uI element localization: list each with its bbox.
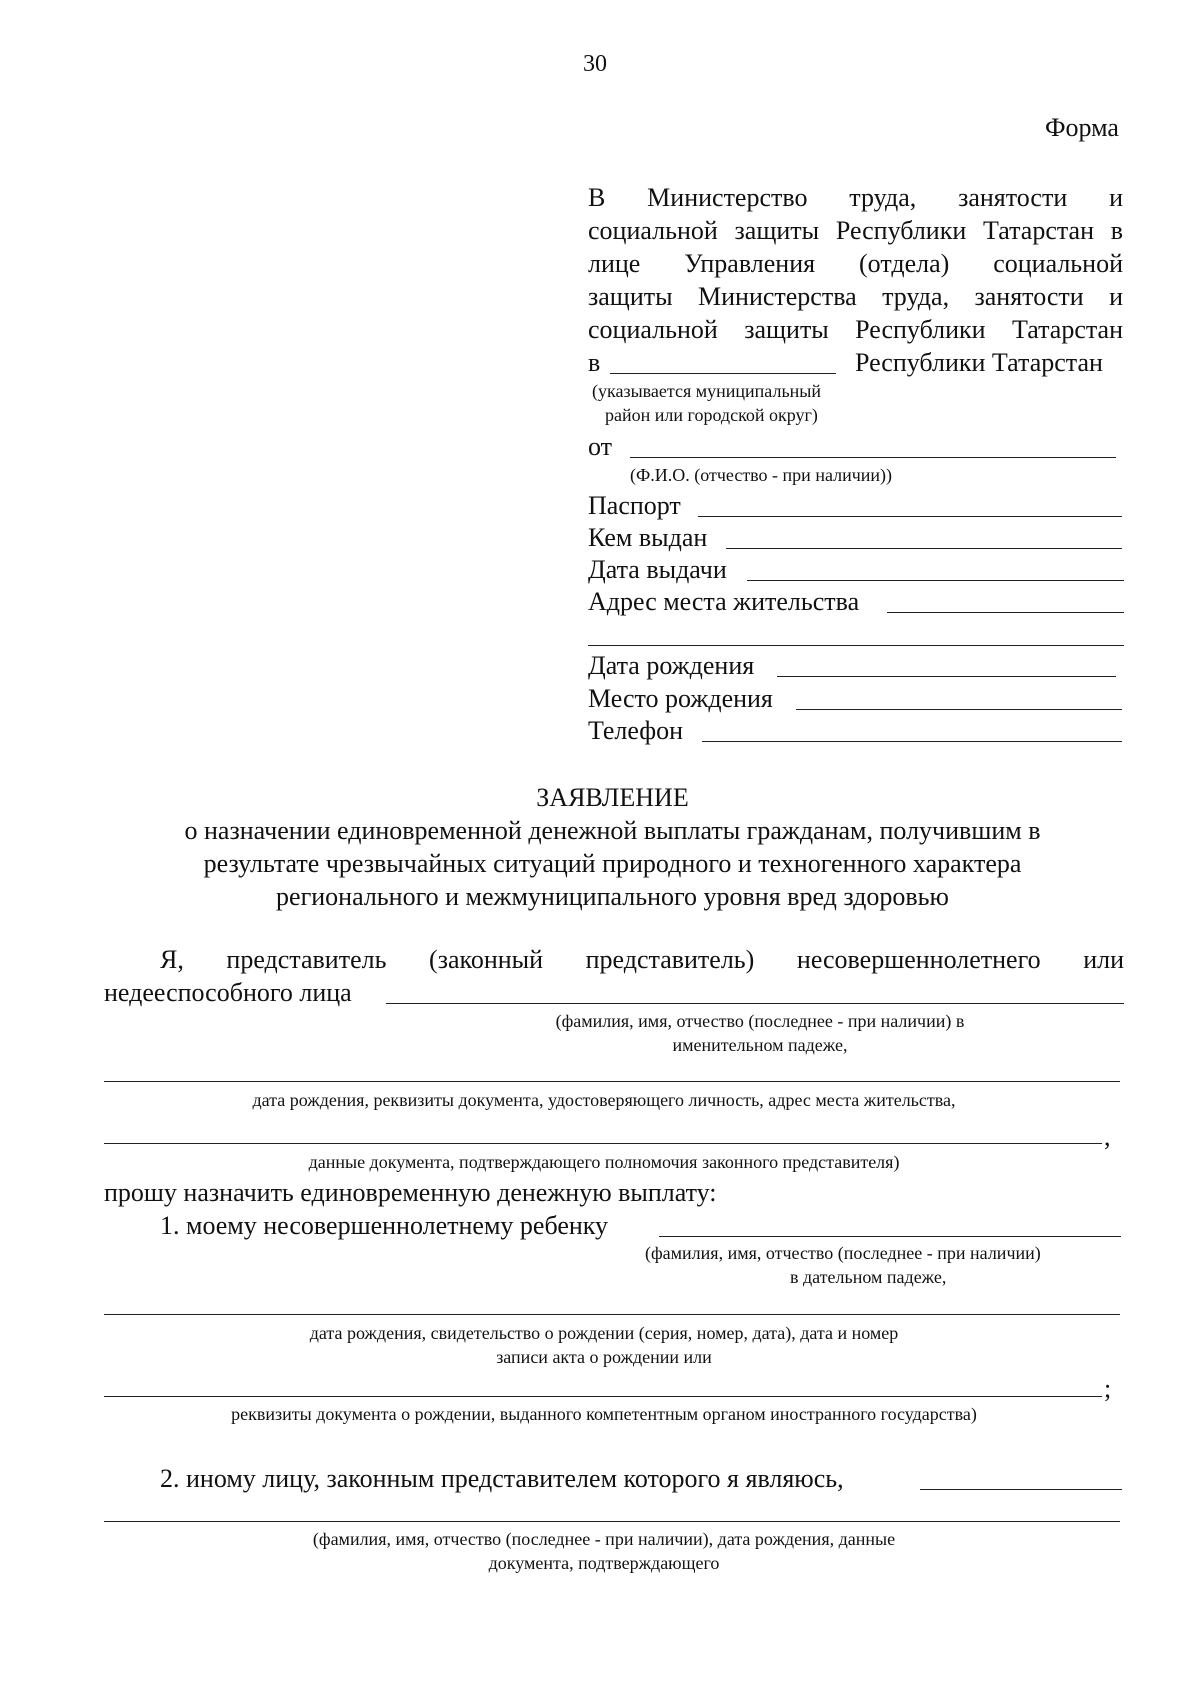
birth-place-field[interactable] [796, 709, 1122, 710]
address-label: Адрес места жительства [588, 587, 860, 616]
phone-label: Телефон [588, 716, 684, 745]
passport-field[interactable] [698, 516, 1122, 517]
birth-date-label: Дата рождения [588, 651, 755, 680]
fio-hint: (Ф.И.О. (отчество - при наличии)) [630, 465, 893, 485]
page-number: 30 [583, 51, 607, 77]
ward-fio-hint-1: (фамилия, имя, отчество (последнее - при наличии) в [555, 1011, 965, 1031]
child-fio-field[interactable] [659, 1236, 1121, 1237]
item-1-label: 1. моему несовершеннолетнему ребенку [160, 1211, 609, 1240]
foreign-doc-hint: реквизиты документа о рождении, выданного компетентным органом иностранного государства) [231, 1404, 977, 1424]
authority-hint: данные документа, подтверждающего полномочия законного представителя) [308, 1152, 900, 1172]
title-line-3: регионального и межмуниципального уровня вред здоровью [276, 882, 949, 911]
phone-field[interactable] [702, 741, 1122, 742]
birth-cert-hint-2: записи акта о рождении или [496, 1347, 712, 1367]
issue-date-field[interactable] [747, 580, 1124, 581]
other-person-details-field[interactable] [104, 1521, 1120, 1522]
request-text: прошу назначить единовременную денежную выплату: [104, 1178, 717, 1207]
address-field-line-2[interactable] [588, 645, 1124, 646]
issue-date-label: Дата выдачи [588, 555, 727, 584]
district-hint-1: (указывается муниципальный [592, 381, 822, 401]
birth-cert-hint-1: дата рождения, свидетельство о рождении (серия, номер, дата), дата и номер [309, 1323, 899, 1343]
authority-comma: , [1104, 1122, 1111, 1151]
intro-line-1: Я, представитель (законный представитель) несовершеннолетнего или [160, 945, 1124, 974]
addressee-line-2: социальной защиты Республики Татарстан в [588, 216, 1123, 245]
passport-label: Паспорт [588, 491, 681, 520]
district-field[interactable] [610, 373, 836, 374]
from-label: от [588, 432, 613, 461]
document-heading: ЗАЯВЛЕНИЕ [536, 783, 689, 812]
fio-field[interactable] [630, 457, 1116, 458]
ward-docs-hint: дата рождения, реквизиты документа, удостоверяющего личность, адрес места жительства, [252, 1090, 956, 1110]
addressee-line-5: социальной защиты Республики Татарстан [588, 315, 1123, 344]
birth-place-label: Место рождения [588, 684, 773, 713]
child-details-field[interactable] [104, 1314, 1120, 1315]
addressee-line-6-suffix: Республики Татарстан [855, 348, 1103, 377]
child-birth-doc-field[interactable] [104, 1396, 1102, 1397]
other-person-hint-1: (фамилия, имя, отчество (последнее - при наличии), дата рождения, данные [312, 1529, 896, 1549]
ward-details-field[interactable] [104, 1081, 1120, 1082]
birth-date-field[interactable] [777, 676, 1116, 677]
other-person-hint-2: документа, подтверждающего [488, 1553, 720, 1573]
title-line-2: результате чрезвычайных ситуаций природного и техногенного характера [203, 849, 1022, 878]
authority-field[interactable] [104, 1143, 1102, 1144]
child-semicolon: ; [1104, 1374, 1112, 1403]
item-2-label: 2. иному лицу, законным представителем которого я являюсь, [160, 1464, 844, 1493]
issued-by-field[interactable] [726, 548, 1122, 549]
child-hint-1: (фамилия, имя, отчество (последнее - при наличии) [645, 1243, 1041, 1263]
ward-fio-hint-2: именительном падеже, [672, 1035, 848, 1055]
addressee-line-4: защиты Министерства труда, занятости и [588, 282, 1123, 311]
ward-fio-field[interactable] [386, 1003, 1124, 1004]
other-person-field[interactable] [920, 1489, 1122, 1490]
form-label: Форма [1045, 113, 1119, 142]
issued-by-label: Кем выдан [588, 523, 708, 552]
title-line-1: о назначении единовременной денежной выплаты гражданам, получившим в [184, 816, 1041, 845]
intro-line-2: недееспособного лица [104, 978, 352, 1007]
addressee-line-6-prefix: в [588, 348, 601, 377]
district-hint-2: район или городской округ) [605, 405, 818, 425]
address-field[interactable] [887, 612, 1124, 613]
child-hint-2: в дательном падеже, [790, 1267, 947, 1287]
addressee-line-1: В Министерство труда, занятости и [588, 183, 1123, 212]
addressee-line-3: лице Управления (отдела) социальной [588, 249, 1123, 278]
